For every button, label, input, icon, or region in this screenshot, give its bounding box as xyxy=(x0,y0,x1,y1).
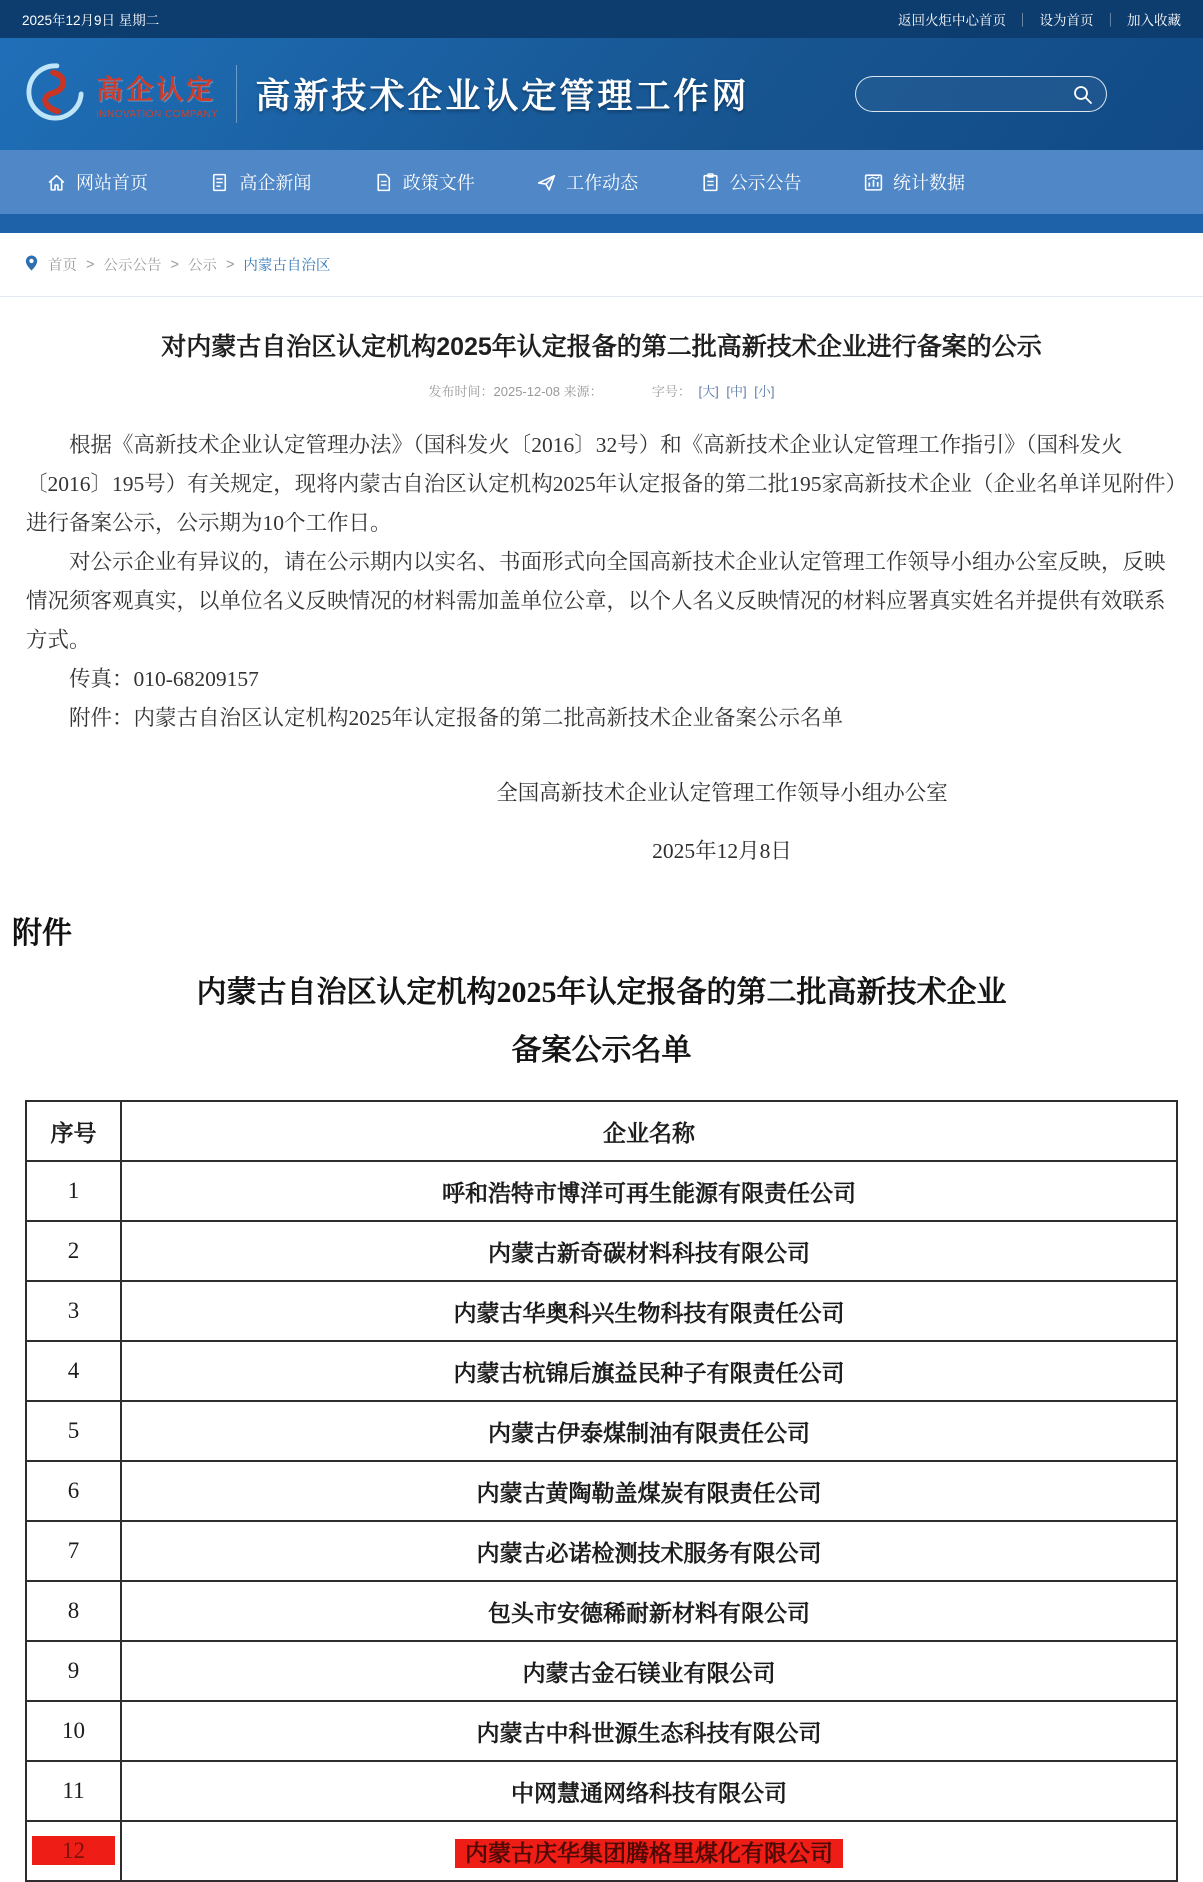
table-row xyxy=(26,1821,1177,1881)
logo-mark-icon xyxy=(24,61,86,128)
topbar-separator: ｜ xyxy=(1103,13,1117,28)
attachment-reference-line: 附件：内蒙古自治区认定机构2025年认定报备的第二批高新技术企业备案公示名单 xyxy=(69,706,844,730)
row-company-name: 包头市安德稀耐新材料有限公司 xyxy=(121,1581,1177,1641)
breadcrumb-inner-mongolia[interactable]: 内蒙古自治区 xyxy=(243,258,331,274)
nav-item-policy[interactable] xyxy=(373,169,475,195)
logo-text-cn: 高企认定 xyxy=(96,75,216,105)
article-meta xyxy=(26,381,1177,400)
attachment-section xyxy=(0,908,1203,1882)
signature-date: 2025年12月8日 xyxy=(652,839,792,863)
row-serial-number: 3 xyxy=(26,1281,121,1341)
fax-line: 传真：010-68209157 xyxy=(69,667,259,691)
nav-item-statistics[interactable] xyxy=(863,169,965,195)
row-company-name: 中网慧通网络科技有限公司 xyxy=(121,1761,1177,1821)
paragraph-regulations: 根据《高新技术企业认定管理办法》（国科发火〔2016〕32号）和《高新技术企业认定管理工作指引》（国科发火〔2016〕195号）有关规定，现将内蒙古自治区认定机构2025年认定报备的第二批195家高新技术企业（企业名单详见附件）进行备案公示，公示期为10个工作日。 xyxy=(26,433,1177,535)
toplink-torch-home[interactable]: 返回火炬中心首页 xyxy=(898,13,1006,28)
article-body xyxy=(26,426,1177,880)
row-serial-number: 12 xyxy=(26,1821,121,1881)
header-serial-number: 序号 xyxy=(26,1101,121,1161)
row-serial-number: 9 xyxy=(26,1641,121,1701)
nav-label: 统计数据 xyxy=(892,173,965,193)
attachment-title-line2: 备案公示名单 xyxy=(511,1034,692,1067)
nav-item-activity[interactable] xyxy=(536,169,638,195)
table-row xyxy=(26,1581,1177,1641)
nav-label: 公示公告 xyxy=(729,173,802,193)
fontsize-large-button[interactable]: [大] xyxy=(698,384,719,399)
row-company-name: 内蒙古伊泰煤制油有限责任公司 xyxy=(121,1401,1177,1461)
nav-item-home[interactable] xyxy=(46,169,148,195)
topbar xyxy=(0,0,1203,38)
current-date: 2025年12月9日 星期二 xyxy=(22,13,160,28)
row-serial-number: 6 xyxy=(26,1461,121,1521)
site-header xyxy=(0,38,1203,150)
search-icon[interactable] xyxy=(1072,84,1094,106)
source-label: 来源： xyxy=(563,384,603,399)
row-serial-number: 2 xyxy=(26,1221,121,1281)
clipboard-icon xyxy=(700,172,721,193)
location-pin-icon xyxy=(24,254,39,276)
header-divider xyxy=(236,65,237,123)
row-company-name: 内蒙古必诺检测技术服务有限公司 xyxy=(121,1521,1177,1581)
breadcrumb-separator: > xyxy=(170,256,179,273)
row-serial-number: 1 xyxy=(26,1161,121,1221)
breadcrumb-separator: > xyxy=(86,256,95,273)
fontsize-medium-button[interactable]: [中] xyxy=(726,384,747,399)
row-company-name: 内蒙古金石镁业有限公司 xyxy=(121,1641,1177,1701)
nav-item-news[interactable] xyxy=(209,169,311,195)
header-company-name: 企业名称 xyxy=(121,1101,1177,1161)
breadcrumb-announcements[interactable]: 公示公告 xyxy=(103,258,162,274)
publish-time: 发布时间：2025-12-08 xyxy=(428,384,560,399)
row-company-name: 内蒙古黄陶勒盖煤炭有限责任公司 xyxy=(121,1461,1177,1521)
row-company-name: 内蒙古华奥科兴生物科技有限责任公司 xyxy=(121,1281,1177,1341)
table-row xyxy=(26,1161,1177,1221)
main-nav xyxy=(0,150,1203,214)
send-icon xyxy=(536,172,557,193)
topbar-links xyxy=(898,9,1181,29)
attachment-title-line1: 内蒙古自治区认定机构2025年认定报备的第二批高新技术企业 xyxy=(196,976,1007,1009)
table-row xyxy=(26,1701,1177,1761)
breadcrumb-home[interactable]: 首页 xyxy=(48,258,77,274)
row-company-name: 内蒙古新奇碳材料科技有限公司 xyxy=(121,1221,1177,1281)
chart-icon xyxy=(863,172,884,193)
table-row xyxy=(26,1281,1177,1341)
table-row xyxy=(26,1401,1177,1461)
logo-text-en: INNOVATION COMPANY xyxy=(96,109,219,120)
table-row xyxy=(26,1641,1177,1701)
signature-block xyxy=(487,764,957,880)
attachment-title xyxy=(0,964,1203,1080)
fontsize-small-button[interactable]: [小] xyxy=(754,384,775,399)
attachment-label: 附件 xyxy=(12,917,72,950)
row-serial-number: 10 xyxy=(26,1701,121,1761)
site-title: 高新技术企业认定管理工作网 xyxy=(255,77,750,116)
nav-label: 工作动态 xyxy=(566,173,639,193)
table-header-row xyxy=(26,1101,1177,1161)
paragraph-objection: 对公示企业有异议的，请在公示期内以实名、书面形式向全国高新技术企业认定管理工作领导小组办公室反映，反映情况须客观真实，以单位名义反映情况的材料需加盖单位公章，以个人名义反映情况的材料应署真实姓名并提供有效联系方式。 xyxy=(26,550,1166,652)
breadcrumb-publicity[interactable]: 公示 xyxy=(187,258,217,274)
table-row xyxy=(26,1461,1177,1521)
row-serial-number: 8 xyxy=(26,1581,121,1641)
toplink-favorite[interactable]: 加入收藏 xyxy=(1127,13,1181,28)
row-serial-number: 5 xyxy=(26,1401,121,1461)
row-company-name: 内蒙古庆华集团腾格里煤化有限公司 xyxy=(121,1821,1177,1881)
table-row xyxy=(26,1341,1177,1401)
nav-substrip xyxy=(0,214,1203,233)
table-row xyxy=(26,1521,1177,1581)
table-row xyxy=(26,1761,1177,1821)
search-input[interactable] xyxy=(856,77,1106,111)
site-logo[interactable] xyxy=(24,61,218,128)
row-company-name: 内蒙古杭锦后旗益民种子有限责任公司 xyxy=(121,1341,1177,1401)
row-serial-number: 7 xyxy=(26,1521,121,1581)
topbar-separator: ｜ xyxy=(1016,13,1030,28)
toplink-set-home[interactable]: 设为首页 xyxy=(1039,13,1094,28)
row-serial-number: 11 xyxy=(26,1761,121,1821)
home-icon xyxy=(46,172,67,193)
nav-item-announcements[interactable] xyxy=(700,169,802,195)
row-company-name: 呼和浩特市博洋可再生能源有限责任公司 xyxy=(121,1161,1177,1221)
company-roster-table xyxy=(25,1100,1178,1882)
nav-label: 高企新闻 xyxy=(239,173,312,193)
table-row xyxy=(26,1221,1177,1281)
article xyxy=(0,327,1203,880)
news-icon xyxy=(209,172,230,193)
signature-org: 全国高新技术企业认定管理工作领导小组办公室 xyxy=(496,781,948,805)
breadcrumb-separator: > xyxy=(225,256,235,273)
nav-label: 政策文件 xyxy=(402,173,475,193)
article-title: 对内蒙古自治区认定机构2025年认定报备的第二批高新技术企业进行备案的公示 xyxy=(161,333,1042,361)
breadcrumb xyxy=(0,233,1203,297)
fontsize-label: 字号： xyxy=(651,384,691,399)
row-company-name: 内蒙古中科世源生态科技有限公司 xyxy=(121,1701,1177,1761)
search-box[interactable] xyxy=(855,76,1107,112)
nav-label: 网站首页 xyxy=(76,173,148,193)
document-icon xyxy=(373,172,394,193)
row-serial-number: 4 xyxy=(26,1341,121,1401)
